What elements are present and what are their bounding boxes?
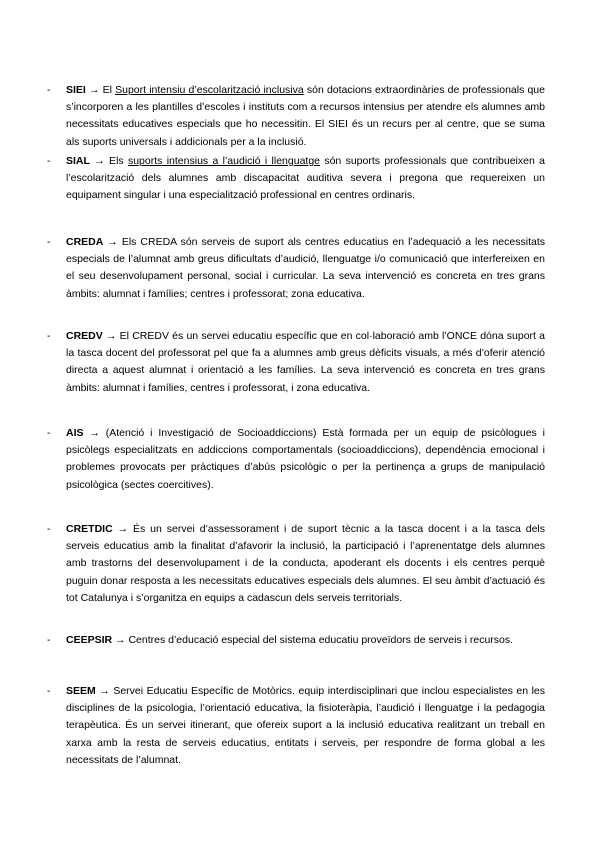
bullet-marker: - xyxy=(47,330,51,342)
list-item-siei xyxy=(47,82,545,151)
term-credv: CREDV xyxy=(66,330,103,342)
list-item-cretdic xyxy=(47,521,545,607)
bullet-marker: - xyxy=(47,634,51,646)
entry-description: → Centres d’educació especial del sistema educatiu proveïdors de serveis i recursos. xyxy=(112,634,514,646)
bullet-marker: - xyxy=(47,427,51,439)
entry-description: són suports professionals que contribueixen a l’escolarització dels alumnes amb discapacitat auditiva severa i pregona que requereixen un equipament singular i una especialització professional en centres ordinaris. xyxy=(66,155,545,202)
list-item-creda xyxy=(47,234,545,303)
term-ais: AIS xyxy=(66,427,84,439)
entry-text xyxy=(66,328,545,397)
entry-description: → Servei Educatiu Específic de Motòrics. equip interdisciplinari que inclou especialistes en les disciplines de la psicologia, l’orientació educativa, la fisioteràpia, l’audició i llenguatge i la pedagogia terapèutica. És un servei itinerant, que ofereix suport a la inclusió educativa realitzant un treball en xarxa amb la resta de serveis educatius, entitats i serveis, per respondre de forma global a les necessitats de l’alumnat. xyxy=(66,685,545,766)
entry-description: → És un servei d’assessorament i de suport tècnic a la tasca docent i a la tasca dels serveis educatius amb la finalitat d’afavorir la inclusió, la participació i l’aprenentatge dels alumnes amb trastorns del desenvolupament i de la conducta, apoderant els docents i els centres perquè puguin donar resposta a les necessitats educatives especials dels alumnes. El seu àmbit d’actuació és tot Catalunya i s’organitza en equips a cadascun dels serveis territorials. xyxy=(66,523,545,604)
entry-description: → Els CREDA són serveis de suport als centres educatius en l’adequació a les necessitats especials de l’alumnat amb greus dificultats d’audició, llenguatge i/o comunicació que interfereixen en el seu desenvolupament personal, social i curricular. La seva intervenció es concreta en tres grans àmbits: alumnat i famílies; centres i professorat; zona educativa. xyxy=(66,236,545,300)
term-siei: SIEI xyxy=(66,84,86,96)
list-item-sial xyxy=(47,153,545,205)
bullet-marker: - xyxy=(47,84,51,96)
bullet-marker: - xyxy=(47,155,51,167)
entry-intro: → Els xyxy=(89,155,128,167)
list-item-credv xyxy=(47,328,545,397)
entry-text xyxy=(66,153,545,205)
term-seem: SEEM xyxy=(66,685,96,697)
term-cretdic: CRETDIC xyxy=(66,523,113,535)
bullet-marker: - xyxy=(47,236,51,248)
entry-text xyxy=(66,234,545,303)
entry-text xyxy=(66,425,545,494)
list-item-ceepsir xyxy=(47,632,545,649)
list-item-seem xyxy=(47,683,545,769)
entry-text xyxy=(66,683,545,769)
entry-text xyxy=(66,632,545,649)
entry-intro: → El xyxy=(85,84,116,96)
entry-text xyxy=(66,82,545,151)
entry-text xyxy=(66,521,545,607)
bullet-marker: - xyxy=(47,523,51,535)
term-sial: SIAL xyxy=(66,155,90,167)
link-suport-intensiu[interactable]: Suport intensiu d’escolarització inclusiva xyxy=(115,84,304,96)
entry-description: → (Atenció i Investigació de Socioaddiccions) Està formada per un equip de psicòlogues i psicòlegs especialitzats en addiccions comportamentals (socioaddiccions), dependència emocional i problemes provocats per pràctiques d’abús psicològic o per la pertinença a grups de manipulació psicològica (sectes coercitives). xyxy=(66,427,545,491)
term-creda: CREDA xyxy=(66,236,104,248)
term-ceepsir: CEEPSIR xyxy=(66,634,113,646)
entry-description: són dotacions extraordinàries de professionals que s’incorporen a les plantilles d’escoles i instituts com a recursos intensius per atendre els alumnes amb necessitats educatives especials que ho necessitin. El SIEI és un recurs per al centre, que se suma als suports universals i addicionals per a la inclusió. xyxy=(66,84,545,148)
list-item-ais xyxy=(47,425,545,494)
link-suports-intensius[interactable]: suports intensius a l’audició i llenguatge xyxy=(127,155,321,167)
bullet-marker: - xyxy=(47,685,51,697)
entry-description: → El CREDV és un servei educatiu específic que en col·laboració amb l’ONCE dóna suport a la tasca docent del professorat pel que fa a alumnes amb greus dèficits visuals, a més d’oferir atenció directa a aquest alumnat i orientació a les famílies. La seva intervenció es concreta en tres grans àmbits: alumnat i famílies, centres i professorat, i zona educativa. xyxy=(66,330,545,394)
